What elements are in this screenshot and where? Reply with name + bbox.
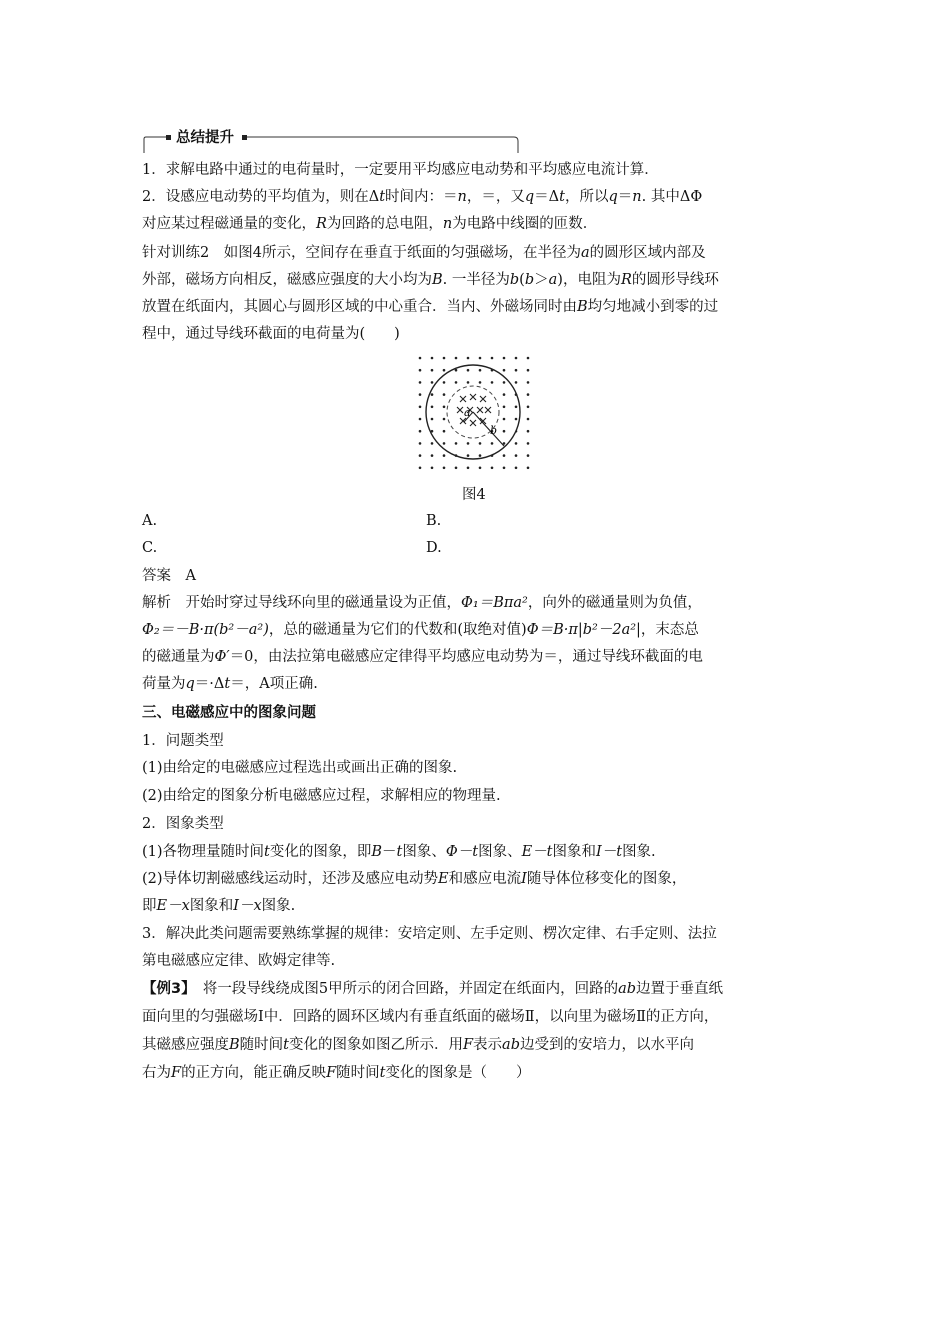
analysis-line-2: Φ₂＝－B·π(b²－a²)，总的磁通量为它们的代数和(取绝对值)Φ＝B·π|b²－2a²|，末态总 bbox=[142, 622, 699, 638]
field-dot bbox=[515, 357, 518, 360]
field-dot bbox=[527, 442, 530, 445]
exercise-line-1: 针对训练2 如图4所示，空间存在垂直于纸面的匀强磁场，在半径为a的圆形区域内部及 bbox=[142, 245, 706, 261]
field-dot bbox=[467, 369, 470, 372]
field-dot bbox=[515, 369, 518, 372]
field-dot bbox=[419, 418, 422, 421]
s3-item-3: 3．解决此类问题需要熟练掌握的规律：安培定则、左手定则、楞次定律、右手定则、法拉 bbox=[142, 926, 717, 942]
field-dot bbox=[491, 357, 494, 360]
field-dot bbox=[419, 369, 422, 372]
field-dot bbox=[515, 381, 518, 384]
field-dot bbox=[515, 418, 518, 421]
example-3-line-4: 右为F的正方向，能正确反映F随时间t变化的图象是（ ） bbox=[142, 1065, 531, 1081]
analysis-line-1: 解析 开始时穿过导线环向里的磁通量设为正值，Φ₁＝Bπa²，向外的磁通量则为负值， bbox=[142, 595, 702, 611]
field-dot bbox=[503, 406, 506, 409]
field-dot bbox=[467, 357, 470, 360]
field-dot bbox=[467, 467, 470, 470]
exercise-line-3: 放置在纸面内，其圆心与圆形区域的中心重合．当内、外磁场同时由B均匀地减小到零的过 bbox=[142, 299, 719, 315]
field-dot bbox=[491, 467, 494, 470]
field-dot bbox=[419, 454, 422, 457]
answer: 答案 A bbox=[142, 568, 196, 584]
field-dot bbox=[479, 442, 482, 445]
field-dot bbox=[503, 454, 506, 457]
figure-caption: 图4 bbox=[462, 487, 486, 503]
option-d[interactable]: D. bbox=[426, 540, 442, 556]
s3-item-2b: (2)导体切割磁感线运动时，还涉及感应电动势E和感应电流I随导体位移变化的图象， bbox=[142, 871, 687, 887]
field-dot bbox=[479, 369, 482, 372]
field-dot bbox=[527, 406, 530, 409]
label-b: b bbox=[490, 424, 498, 437]
field-dot bbox=[431, 442, 434, 445]
field-dot bbox=[443, 454, 446, 457]
s3-item-2c: 即E－x图象和I－x图象. bbox=[142, 898, 296, 914]
field-dot bbox=[515, 442, 518, 445]
field-dot bbox=[467, 442, 470, 445]
field-dot bbox=[527, 381, 530, 384]
field-dot bbox=[455, 381, 458, 384]
field-dot bbox=[443, 418, 446, 421]
summary-point-2-cont: 对应某过程磁通量的变化，R为回路的总电阻，n为电路中线圈的匝数． bbox=[142, 216, 598, 232]
field-dot bbox=[419, 381, 422, 384]
field-dot bbox=[503, 467, 506, 470]
section-3-heading: 三、电磁感应中的图象问题 bbox=[142, 704, 316, 721]
example-3-line-2: 面向里的匀强磁场Ⅰ中．回路的圆环区域内有垂直纸面的磁场Ⅱ，以向里为磁场Ⅱ的正方向， bbox=[142, 1009, 719, 1025]
example-3-line-3: 其磁感应强度B随时间t变化的图象如图乙所示．用F表示ab边受到的安培力，以水平向 bbox=[142, 1037, 694, 1053]
field-dot bbox=[431, 381, 434, 384]
field-dot bbox=[527, 369, 530, 372]
field-dot bbox=[443, 369, 446, 372]
label-a: a bbox=[464, 406, 471, 419]
field-dot bbox=[503, 393, 506, 396]
field-dot bbox=[479, 381, 482, 384]
field-dot bbox=[431, 418, 434, 421]
field-dot bbox=[419, 406, 422, 409]
analysis-line-3: 的磁通量为Φ′＝0，由法拉第电磁感应定律得平均感应电动势为＝，通过导线环截面的电 bbox=[142, 649, 703, 665]
s3-item-2a: (1)各物理量随时间t变化的图象，即B－t图象、Φ－t图象、E－t图象和I－t图象. bbox=[142, 844, 656, 860]
field-dot bbox=[443, 467, 446, 470]
field-dot bbox=[527, 454, 530, 457]
field-dot bbox=[455, 467, 458, 470]
field-dot bbox=[515, 393, 518, 396]
exercise-line-2: 外部，磁场方向相反，磁感应强度的大小均为B. 一半径为b(b＞a)，电阻为R的圆形导线环 bbox=[142, 272, 719, 288]
field-dot bbox=[431, 430, 434, 433]
field-dot bbox=[467, 454, 470, 457]
field-dot bbox=[491, 442, 494, 445]
field-dot bbox=[527, 393, 530, 396]
field-dot bbox=[467, 381, 470, 384]
example-3-tag: 【例3】 bbox=[142, 981, 189, 997]
s3-item-1: 1．问题类型 bbox=[142, 733, 224, 749]
field-dot bbox=[419, 357, 422, 360]
field-dot bbox=[527, 357, 530, 360]
field-dot bbox=[443, 393, 446, 396]
field-dot bbox=[491, 369, 494, 372]
field-dot bbox=[431, 406, 434, 409]
field-dot bbox=[431, 357, 434, 360]
figure-4-magnetic-field bbox=[416, 354, 534, 476]
field-dot bbox=[443, 442, 446, 445]
field-dot bbox=[443, 406, 446, 409]
field-dot bbox=[479, 454, 482, 457]
field-dot bbox=[455, 454, 458, 457]
field-dot bbox=[431, 454, 434, 457]
field-dot bbox=[443, 430, 446, 433]
field-dot bbox=[515, 454, 518, 457]
field-dot bbox=[515, 406, 518, 409]
s3-item-2: 2．图象类型 bbox=[142, 816, 224, 832]
summary-point-1: 1．求解电路中通过的电荷量时，一定要用平均感应电动势和平均感应电流计算． bbox=[142, 162, 659, 178]
field-dot bbox=[503, 381, 506, 384]
field-dot bbox=[503, 418, 506, 421]
option-c[interactable]: C. bbox=[142, 540, 158, 556]
field-dot bbox=[503, 430, 506, 433]
exercise-line-4: 程中，通过导线环截面的电荷量为( ) bbox=[142, 326, 400, 342]
field-dot bbox=[455, 442, 458, 445]
example-3-line-1: 【例3】 将一段导线绕成图5甲所示的闭合回路，并固定在纸面内，回路的ab边置于垂直纸 bbox=[142, 981, 724, 997]
field-dot bbox=[419, 430, 422, 433]
field-dot bbox=[431, 369, 434, 372]
s3-item-3-cont: 第电磁感应定律、欧姆定律等. bbox=[142, 953, 336, 969]
summary-point-2: 2．设感应电动势的平均值为，则在Δt时间内：＝n，＝，又q＝Δt，所以q＝n. 其中ΔΦ bbox=[142, 189, 703, 205]
field-dot bbox=[455, 357, 458, 360]
option-a[interactable]: A. bbox=[142, 513, 158, 529]
field-dot bbox=[419, 467, 422, 470]
field-dot bbox=[431, 467, 434, 470]
field-dot bbox=[527, 467, 530, 470]
s3-item-1a: (1)由给定的电磁感应过程选出或画出正确的图象. bbox=[142, 760, 458, 776]
field-dot bbox=[527, 430, 530, 433]
field-dot bbox=[443, 381, 446, 384]
option-b[interactable]: B. bbox=[426, 513, 442, 529]
analysis-line-4: 荷量为q＝·Δt＝，A项正确. bbox=[142, 676, 318, 692]
field-dot bbox=[431, 393, 434, 396]
s3-item-1b: (2)由给定的图象分析电磁感应过程，求解相应的物理量. bbox=[142, 788, 501, 804]
field-dot bbox=[515, 467, 518, 470]
field-dot bbox=[455, 369, 458, 372]
field-dot bbox=[419, 442, 422, 445]
field-dot bbox=[527, 418, 530, 421]
field-dot bbox=[503, 369, 506, 372]
summary-title: 总结提升 bbox=[172, 126, 238, 147]
field-dot bbox=[419, 393, 422, 396]
field-dot bbox=[443, 357, 446, 360]
field-dot bbox=[503, 357, 506, 360]
field-dot bbox=[479, 467, 482, 470]
field-dot bbox=[491, 381, 494, 384]
field-dot bbox=[479, 357, 482, 360]
